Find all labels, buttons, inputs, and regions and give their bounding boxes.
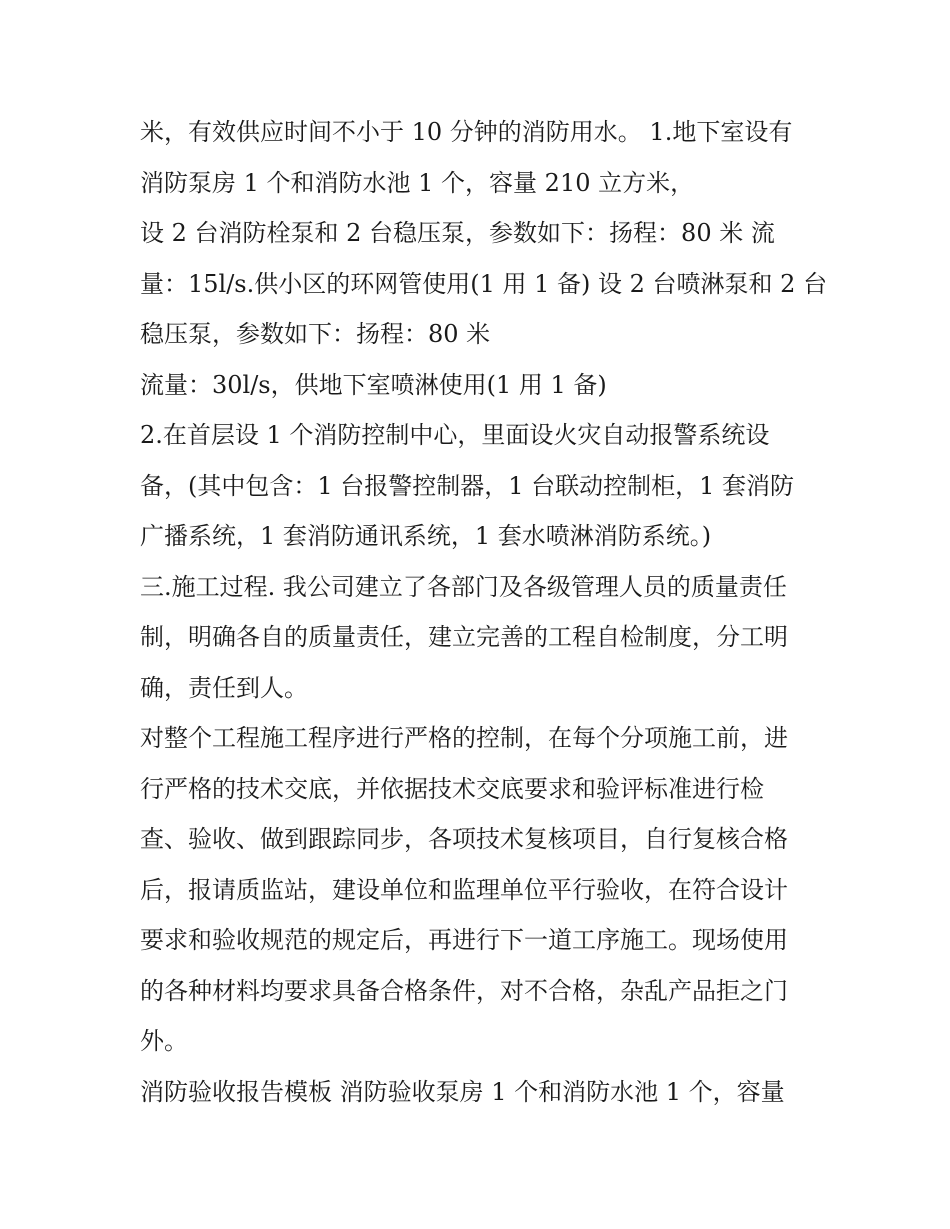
text-line: 2.在首层设 1 个消防控制中心，里面设火灾自动报警系统设 — [140, 421, 770, 449]
text-line: 备，(其中包含：1 台报警控制器，1 台联动控制柜，1 套消防 — [140, 471, 795, 500]
text-line: 流量：30l/s，供地下室喷淋使用(1 用 1 备) — [140, 370, 607, 399]
text-line: 对整个工程施工程序进行严格的控制，在每个分项施工前，进 — [140, 724, 788, 752]
text-line: 设 2 台消防栓泵和 2 台稳压泵，参数如下：扬程：80 米 流 — [140, 219, 775, 247]
text-line: 量：15l/s.供小区的环网管使用(1 用 1 备) 设 2 台喷淋泵和 2 台 — [140, 269, 828, 298]
text-line: 要求和验收规范的规定后，再进行下一道工序施工。现场使用 — [140, 926, 788, 954]
text-line: 行严格的技术交底，并依据技术交底要求和验评标准进行检 — [140, 774, 764, 803]
text-line: 确，责任到人。 — [140, 673, 308, 702]
text-line: 三.施工过程. 我公司建立了各部门及各级管理人员的质量责任 — [140, 572, 787, 601]
text-line: 制，明确各自的质量责任，建立完善的工程自检制度，分工明 — [140, 623, 788, 651]
text-line: 稳压泵，参数如下：扬程：80 米 — [140, 320, 491, 348]
text-line: 的各种材料均要求具备合格条件，对不合格，杂乱产品拒之门 — [140, 976, 788, 1005]
text-line: 后，报请质监站，建设单位和监理单位平行验收，在符合设计 — [140, 875, 788, 904]
text-line: 外。 — [140, 1027, 188, 1055]
text-line: 查、验收、做到跟踪同步，各项技术复核项目，自行复核合格 — [140, 825, 788, 853]
text-line: 广播系统，1 套消防通讯系统，1 套水喷淋消防系统。) — [140, 522, 712, 550]
text-line: 消防验收报告模板 消防验收泵房 1 个和消防水池 1 个，容量 — [140, 1077, 785, 1106]
text-line: 消防泵房 1 个和消防水池 1 个，容量 210 立方米， — [140, 168, 695, 197]
text-line: 米，有效供应时间不小于 10 分钟的消防用水。 1.地下室设有 — [140, 118, 793, 146]
document-body — [140, 107, 828, 1117]
